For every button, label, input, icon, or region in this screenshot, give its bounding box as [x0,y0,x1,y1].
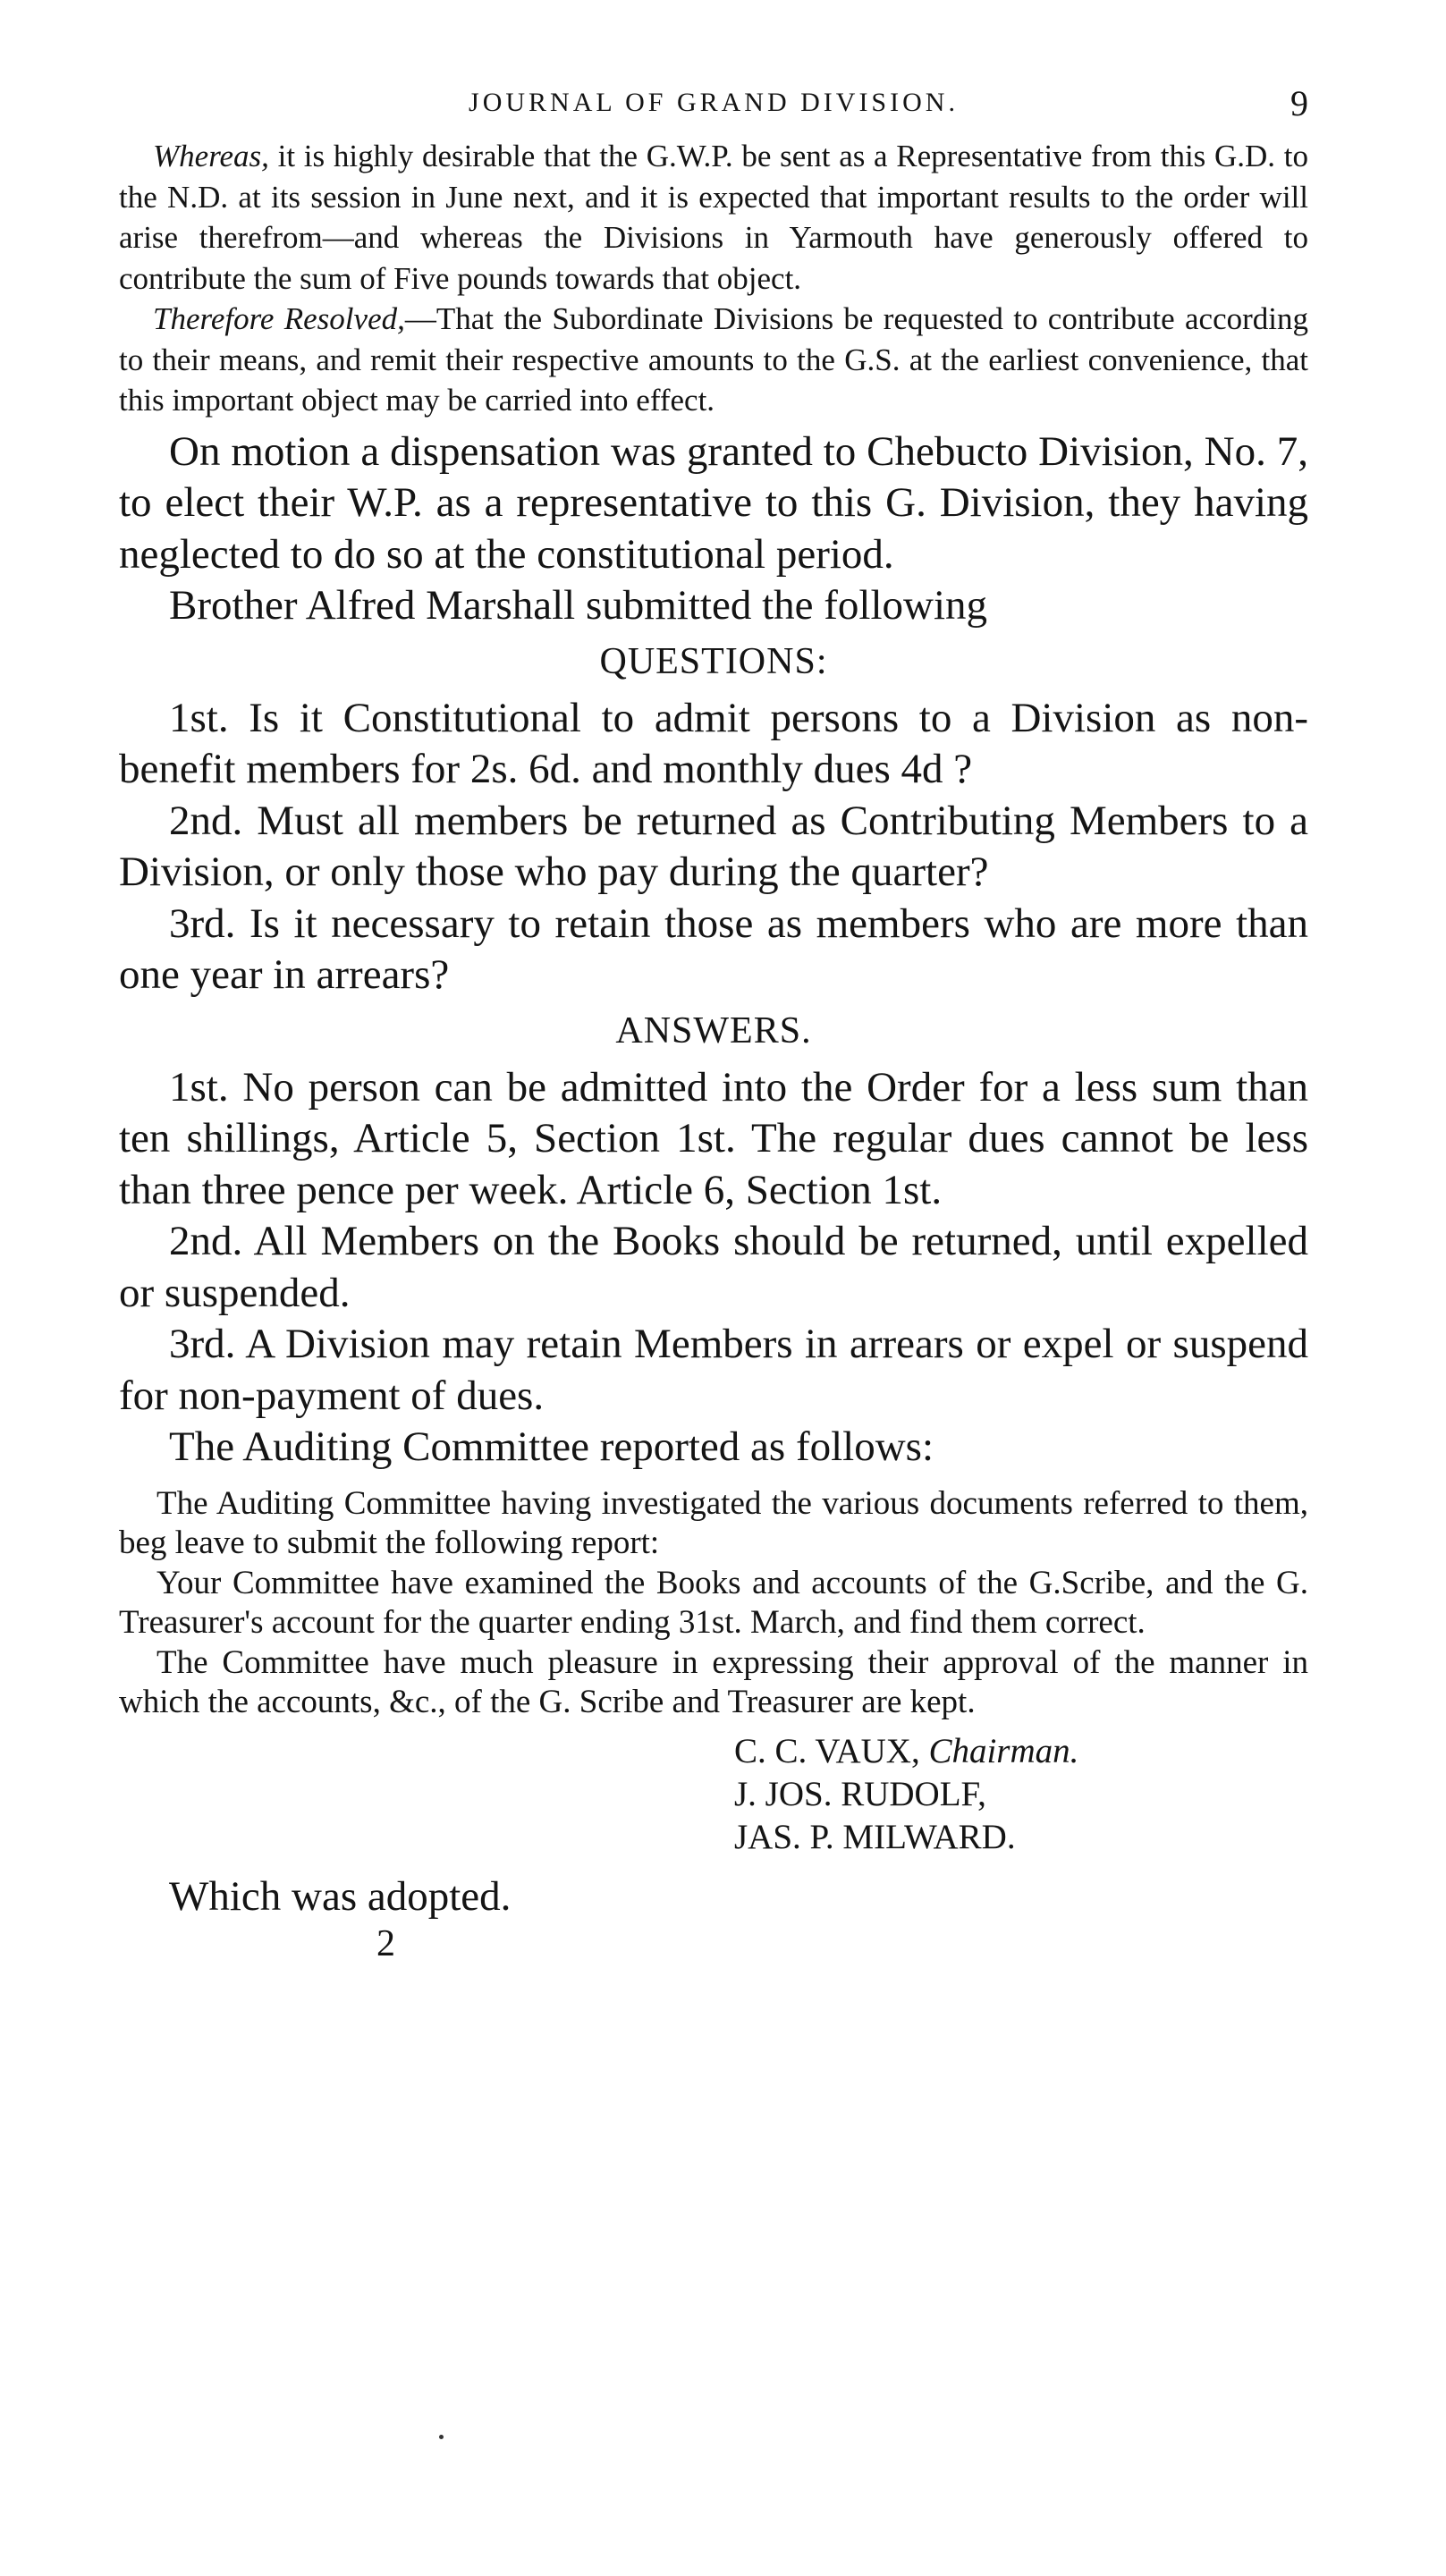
whereas-text: it is highly desirable that the G.W.P. be sent as a Representative from this G.D. to the N.D. at its session in June next, and it is expected that important results to the order will arise therefrom—and whereas the Divisions in Yarmouth have generously offered to contribute the sum of Five pounds towards that object. [119,139,1308,296]
print-speck [439,2435,444,2439]
answers-heading: ANSWERS. [615,1009,812,1052]
submission-paragraph: Brother Alfred Marshall submitted the following [169,582,988,629]
answer-1: 1st. No person can be admitted into the Order for a less sum than ten shillings, Article 5, Section 1st. The regular dues cannot be less than three pence per week. Article 6, Section 1st. [119,1063,1308,1213]
dispensation-paragraph: On motion a dispensation was granted to Chebucto Division, No. 7, to elect their W.P. as a representative to this G. Division, they having neglected to do so at the constitutional period. [119,427,1308,578]
chairman-role: Chairman. [928,1731,1079,1770]
resolved-lead: Therefore Resolved, [153,301,405,336]
signature-member-3: JAS. P. MILWARD. [734,1817,1016,1856]
whereas-lead: Whereas, [153,139,269,173]
question-2: 2nd. Must all members be returned as Contributing Members to a Division, or only those who pay during the quarter? [119,797,1308,895]
page-header [119,82,1308,136]
report-paragraph-2: Your Committee have examined the Books and accounts of the G.Scribe, and the G. Treasurer's account for the quarter ending 31st. March, and find them correct. [119,1564,1308,1641]
signature-member-2: J. JOS. RUDOLF, [734,1774,986,1813]
document-page [119,82,1308,1964]
resolved-paragraph [119,299,1308,421]
auditing-intro: The Auditing Committee reported as follows: [169,1423,934,1470]
signature-mark: 2 [376,1923,395,1964]
committee-signatures [734,1730,1308,1859]
whereas-paragraph [119,136,1308,299]
page-number: 9 [1290,83,1308,123]
report-paragraph-1: The Auditing Committee having investigated the various documents referred to them, beg leave to submit the following report: [119,1484,1308,1561]
answer-3: 3rd. A Division may retain Members in arrears or expel or suspend for non-payment of dues. [119,1321,1308,1419]
question-1: 1st. Is it Constitutional to admit persons to a Division as non-benefit members for 2s. 6d. and monthly dues 4d ? [119,694,1308,792]
question-3: 3rd. Is it necessary to retain those as members who are more than one year in arrears? [119,899,1308,998]
closing-line: Which was adopted. [169,1872,512,1920]
chairman-name: C. C. VAUX, [734,1731,920,1770]
questions-heading: QUESTIONS: [599,640,828,682]
signature-chairman [734,1730,1308,1773]
answer-2: 2nd. All Members on the Books should be returned, until expelled or suspended. [119,1218,1308,1316]
resolved-text: —That the Subordinate Divisions be requested to contribute according to their means, and remit their respective amounts to the G.S. at the earliest convenience, that this important object may be carried into effect. [119,301,1309,418]
running-head: JOURNAL OF GRAND DIVISION. [469,88,959,117]
report-paragraph-3: The Committee have much pleasure in expressing their approval of the manner in which the accounts, &c., of the G. Scribe and Treasurer are kept. [119,1643,1308,1720]
